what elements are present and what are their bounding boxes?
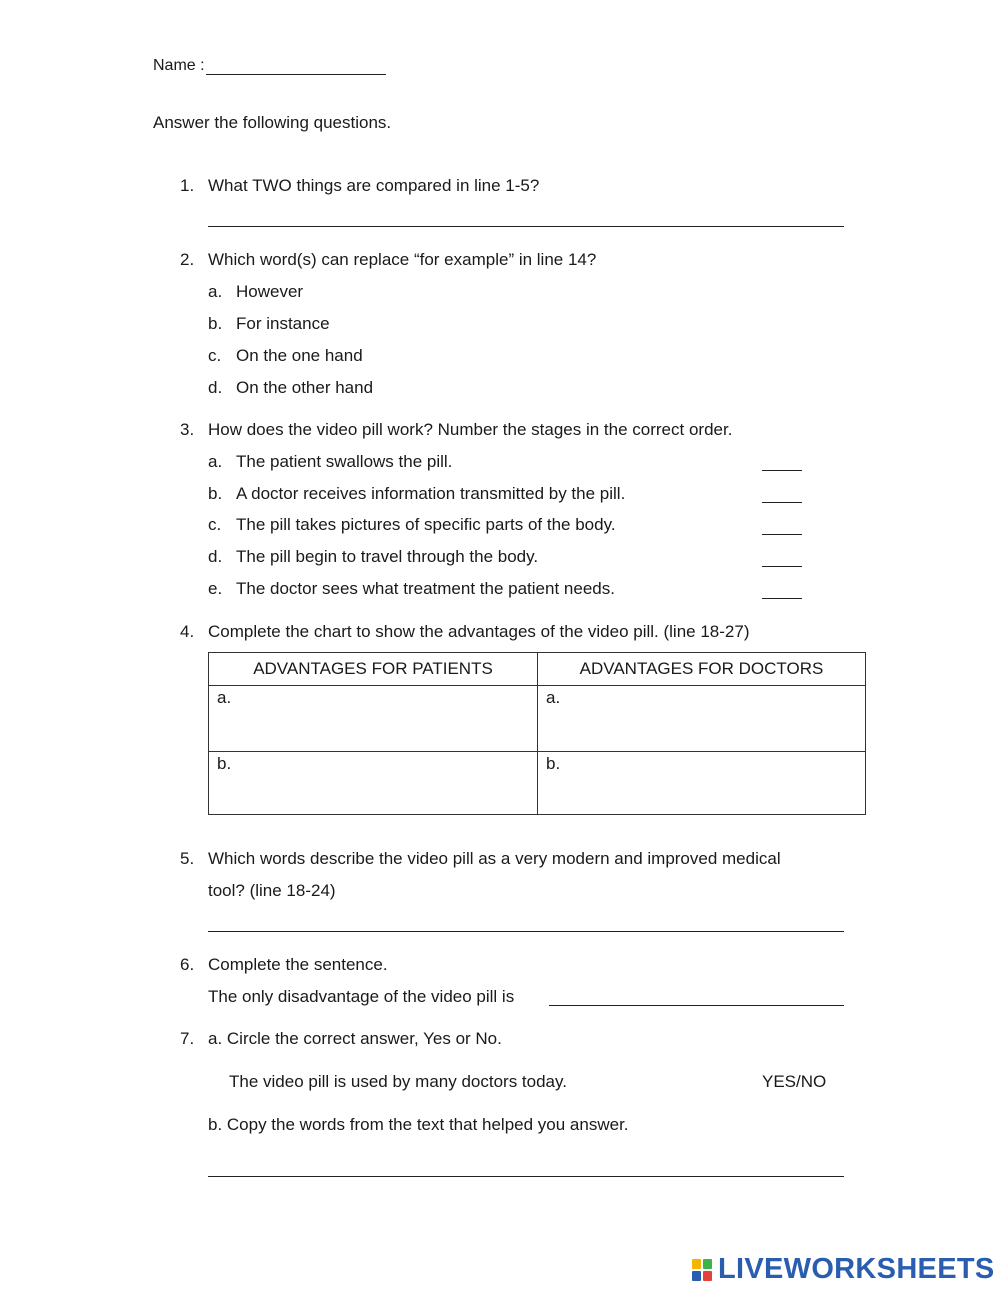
brand-name: LIVEWORKSHEETS xyxy=(718,1253,995,1285)
q2-option-a-letter: a. xyxy=(208,282,223,301)
q3-item-a: The patient swallows the pill. xyxy=(236,452,453,471)
q3-item-c-blank[interactable] xyxy=(762,534,802,535)
q3-item-b-letter: b. xyxy=(208,484,223,503)
q3-item-e: The doctor sees what treatment the patient needs. xyxy=(236,579,615,598)
advantages-table xyxy=(208,652,866,815)
cell-label: b. xyxy=(546,754,561,773)
logo-square-icon xyxy=(703,1271,712,1281)
q7-yes-no-choice[interactable]: YES/NO xyxy=(762,1072,827,1091)
q5-answer-line[interactable] xyxy=(208,931,844,932)
q2-option-c[interactable]: On the one hand xyxy=(236,346,363,365)
q3-item-c-letter: c. xyxy=(208,515,222,534)
header-patients: ADVANTAGES FOR PATIENTS xyxy=(209,653,538,686)
name-blank[interactable] xyxy=(206,74,386,75)
q3-item-d-blank[interactable] xyxy=(762,566,802,567)
logo-square-icon xyxy=(692,1259,701,1269)
q4-number: 4. xyxy=(180,622,195,641)
q3-item-c: The pill takes pictures of specific parts of the body. xyxy=(236,515,616,534)
q2-text: Which word(s) can replace “for example” in line 14? xyxy=(208,250,597,269)
q1-number: 1. xyxy=(180,176,195,195)
logo-mark-icon xyxy=(692,1259,712,1281)
q2-number: 2. xyxy=(180,250,195,269)
table-cell-doctors-a[interactable] xyxy=(538,686,866,752)
q3-item-e-blank[interactable] xyxy=(762,598,802,599)
q3-item-e-letter: e. xyxy=(208,579,223,598)
cell-label: a. xyxy=(546,688,561,707)
cell-label: b. xyxy=(217,754,232,773)
q2-option-a[interactable]: However xyxy=(236,282,304,301)
q6-sentence: The only disadvantage of the video pill is xyxy=(208,987,515,1006)
q1-text: What TWO things are compared in line 1-5? xyxy=(208,176,540,195)
q6-number: 6. xyxy=(180,955,195,974)
q2-option-b-letter: b. xyxy=(208,314,223,333)
q6-answer-blank[interactable] xyxy=(549,1005,844,1006)
q5-text-line1: Which words describe the video pill as a very modern and improved medical xyxy=(208,849,781,868)
q3-item-a-letter: a. xyxy=(208,452,223,471)
cell-label: a. xyxy=(217,688,232,707)
q5-number: 5. xyxy=(180,849,195,868)
table-cell-patients-b[interactable] xyxy=(209,752,538,815)
q7-answer-line[interactable] xyxy=(208,1176,844,1177)
q3-item-b: A doctor receives information transmitted by the pill. xyxy=(236,484,626,503)
q4-text: Complete the chart to show the advantages of the video pill. (line 18-27) xyxy=(208,622,750,641)
q6-text: Complete the sentence. xyxy=(208,955,388,974)
q7-part-b: b. Copy the words from the text that helped you answer. xyxy=(208,1115,629,1134)
q3-item-d: The pill begin to travel through the body. xyxy=(236,547,539,566)
q7-number: 7. xyxy=(180,1029,195,1048)
q2-option-d-letter: d. xyxy=(208,378,223,397)
q3-item-d-letter: d. xyxy=(208,547,223,566)
q2-option-b[interactable]: For instance xyxy=(236,314,330,333)
q3-item-b-blank[interactable] xyxy=(762,502,802,503)
q2-option-d[interactable]: On the other hand xyxy=(236,378,374,397)
q2-option-c-letter: c. xyxy=(208,346,222,365)
liveworksheets-logo xyxy=(692,1253,995,1286)
q7-part-a: a. Circle the correct answer, Yes or No. xyxy=(208,1029,502,1048)
q1-answer-line[interactable] xyxy=(208,226,844,227)
logo-square-icon xyxy=(703,1259,712,1269)
q7-statement: The video pill is used by many doctors today. xyxy=(229,1072,567,1091)
table-cell-patients-a[interactable] xyxy=(209,686,538,752)
q3-item-a-blank[interactable] xyxy=(762,470,802,471)
header-doctors: ADVANTAGES FOR DOCTORS xyxy=(538,653,866,686)
name-label: Name : xyxy=(153,57,205,74)
q3-number: 3. xyxy=(180,420,195,439)
q3-text: How does the video pill work? Number the stages in the correct order. xyxy=(208,420,733,439)
q5-text-line2: tool? (line 18-24) xyxy=(208,881,336,900)
instructions: Answer the following questions. xyxy=(153,113,392,132)
logo-square-icon xyxy=(692,1271,701,1281)
table-cell-doctors-b[interactable] xyxy=(538,752,866,815)
